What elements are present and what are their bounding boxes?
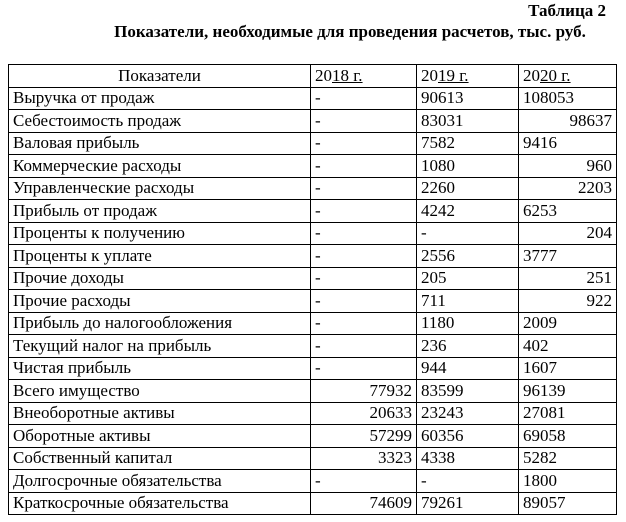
indicator-name: Краткосрочные обязательства bbox=[9, 492, 311, 515]
header-year-2020 bbox=[519, 65, 617, 88]
header-row bbox=[9, 65, 617, 88]
indicator-name: Долгосрочные обязательства bbox=[9, 470, 311, 493]
table-row bbox=[9, 470, 617, 493]
year-prefix: 20 bbox=[421, 65, 438, 85]
value-2020: 2009 bbox=[519, 312, 617, 335]
value-2020: 204 bbox=[519, 222, 617, 245]
indicator-name: Чистая прибыль bbox=[9, 357, 311, 380]
header-year-2019 bbox=[417, 65, 519, 88]
table-row bbox=[9, 200, 617, 223]
indicator-name: Прочие расходы bbox=[9, 290, 311, 313]
value-2018: - bbox=[311, 177, 417, 200]
indicator-name: Оборотные активы bbox=[9, 425, 311, 448]
value-2020: 108053 bbox=[519, 87, 617, 110]
indicators-table bbox=[8, 64, 617, 515]
value-2018: - bbox=[311, 110, 417, 133]
value-2018: - bbox=[311, 267, 417, 290]
value-2018: 77932 bbox=[311, 380, 417, 403]
year-unit: г. bbox=[455, 65, 469, 85]
value-2020: 27081 bbox=[519, 402, 617, 425]
value-2019: 711 bbox=[417, 290, 519, 313]
value-2019: - bbox=[417, 222, 519, 245]
year-prefix: 20 bbox=[523, 65, 540, 85]
value-2018: - bbox=[311, 312, 417, 335]
value-2020: 9416 bbox=[519, 132, 617, 155]
table-row bbox=[9, 177, 617, 200]
value-2019: 79261 bbox=[417, 492, 519, 515]
value-2020: 69058 bbox=[519, 425, 617, 448]
value-2020: 960 bbox=[519, 155, 617, 178]
value-2020: 96139 bbox=[519, 380, 617, 403]
table-row bbox=[9, 425, 617, 448]
value-2018: - bbox=[311, 87, 417, 110]
value-2019: 205 bbox=[417, 267, 519, 290]
value-2020: 1607 bbox=[519, 357, 617, 380]
year-suffix-value: 18 bbox=[332, 65, 349, 85]
value-2020: 2203 bbox=[519, 177, 617, 200]
value-2019: 1080 bbox=[417, 155, 519, 178]
table-row bbox=[9, 312, 617, 335]
indicator-name: Внеоборотные активы bbox=[9, 402, 311, 425]
value-2018: - bbox=[311, 200, 417, 223]
indicator-name: Прибыль от продаж bbox=[9, 200, 311, 223]
value-2019: 23243 bbox=[417, 402, 519, 425]
header-year-2018 bbox=[311, 65, 417, 88]
indicator-name: Прочие доходы bbox=[9, 267, 311, 290]
year-unit: г. bbox=[349, 65, 363, 85]
table-row bbox=[9, 222, 617, 245]
value-2018: - bbox=[311, 245, 417, 268]
value-2019: 236 bbox=[417, 335, 519, 358]
value-2020: 251 bbox=[519, 267, 617, 290]
table-row bbox=[9, 110, 617, 133]
table-row bbox=[9, 290, 617, 313]
value-2019: 2556 bbox=[417, 245, 519, 268]
indicator-name: Управленческие расходы bbox=[9, 177, 311, 200]
year-unit: г. bbox=[557, 65, 571, 85]
table-row bbox=[9, 380, 617, 403]
indicator-name: Собственный капитал bbox=[9, 447, 311, 470]
table-row bbox=[9, 492, 617, 515]
value-2018: 3323 bbox=[311, 447, 417, 470]
value-2018: - bbox=[311, 155, 417, 178]
table-row bbox=[9, 132, 617, 155]
value-2019: 4338 bbox=[417, 447, 519, 470]
value-2019: 83031 bbox=[417, 110, 519, 133]
value-2019: 7582 bbox=[417, 132, 519, 155]
indicator-name: Себестоимость продаж bbox=[9, 110, 311, 133]
value-2018: 20633 bbox=[311, 402, 417, 425]
year-suffix bbox=[540, 66, 571, 85]
value-2019: 90613 bbox=[417, 87, 519, 110]
value-2020: 6253 bbox=[519, 200, 617, 223]
value-2020: 3777 bbox=[519, 245, 617, 268]
indicator-name: Всего имущество bbox=[9, 380, 311, 403]
value-2018: - bbox=[311, 470, 417, 493]
value-2020: 922 bbox=[519, 290, 617, 313]
table-row bbox=[9, 87, 617, 110]
indicator-name: Выручка от продаж bbox=[9, 87, 311, 110]
value-2019: 60356 bbox=[417, 425, 519, 448]
table-row bbox=[9, 267, 617, 290]
table-row bbox=[9, 447, 617, 470]
table-row bbox=[9, 402, 617, 425]
year-prefix: 20 bbox=[315, 65, 332, 85]
table-row bbox=[9, 245, 617, 268]
year-suffix-value: 19 bbox=[438, 65, 455, 85]
table-row bbox=[9, 357, 617, 380]
year-suffix-value: 20 bbox=[540, 65, 557, 85]
value-2019: 2260 bbox=[417, 177, 519, 200]
table-row bbox=[9, 155, 617, 178]
value-2019: 1180 bbox=[417, 312, 519, 335]
value-2018: 57299 bbox=[311, 425, 417, 448]
indicator-name: Текущий налог на прибыль bbox=[9, 335, 311, 358]
value-2018: - bbox=[311, 335, 417, 358]
value-2018: - bbox=[311, 132, 417, 155]
indicator-name: Коммерческие расходы bbox=[9, 155, 311, 178]
value-2019: 4242 bbox=[417, 200, 519, 223]
table-number: Таблица 2 bbox=[528, 1, 606, 20]
indicator-name: Проценты к получению bbox=[9, 222, 311, 245]
value-2018: - bbox=[311, 290, 417, 313]
header-indicators: Показатели bbox=[9, 65, 311, 88]
table-row bbox=[9, 335, 617, 358]
year-suffix bbox=[438, 66, 469, 85]
value-2020: 98637 bbox=[519, 110, 617, 133]
value-2019: - bbox=[417, 470, 519, 493]
value-2018: - bbox=[311, 357, 417, 380]
value-2018: 74609 bbox=[311, 492, 417, 515]
year-suffix bbox=[332, 66, 363, 85]
indicator-name: Проценты к уплате bbox=[9, 245, 311, 268]
indicator-name: Прибыль до налогообложения bbox=[9, 312, 311, 335]
value-2020: 402 bbox=[519, 335, 617, 358]
indicator-name: Валовая прибыль bbox=[9, 132, 311, 155]
value-2020: 89057 bbox=[519, 492, 617, 515]
value-2018: - bbox=[311, 222, 417, 245]
value-2019: 944 bbox=[417, 357, 519, 380]
value-2020: 5282 bbox=[519, 447, 617, 470]
value-2019: 83599 bbox=[417, 380, 519, 403]
table-title: Показатели, необходимые для проведения расчетов, тыс. руб. bbox=[114, 22, 586, 41]
value-2020: 1800 bbox=[519, 470, 617, 493]
